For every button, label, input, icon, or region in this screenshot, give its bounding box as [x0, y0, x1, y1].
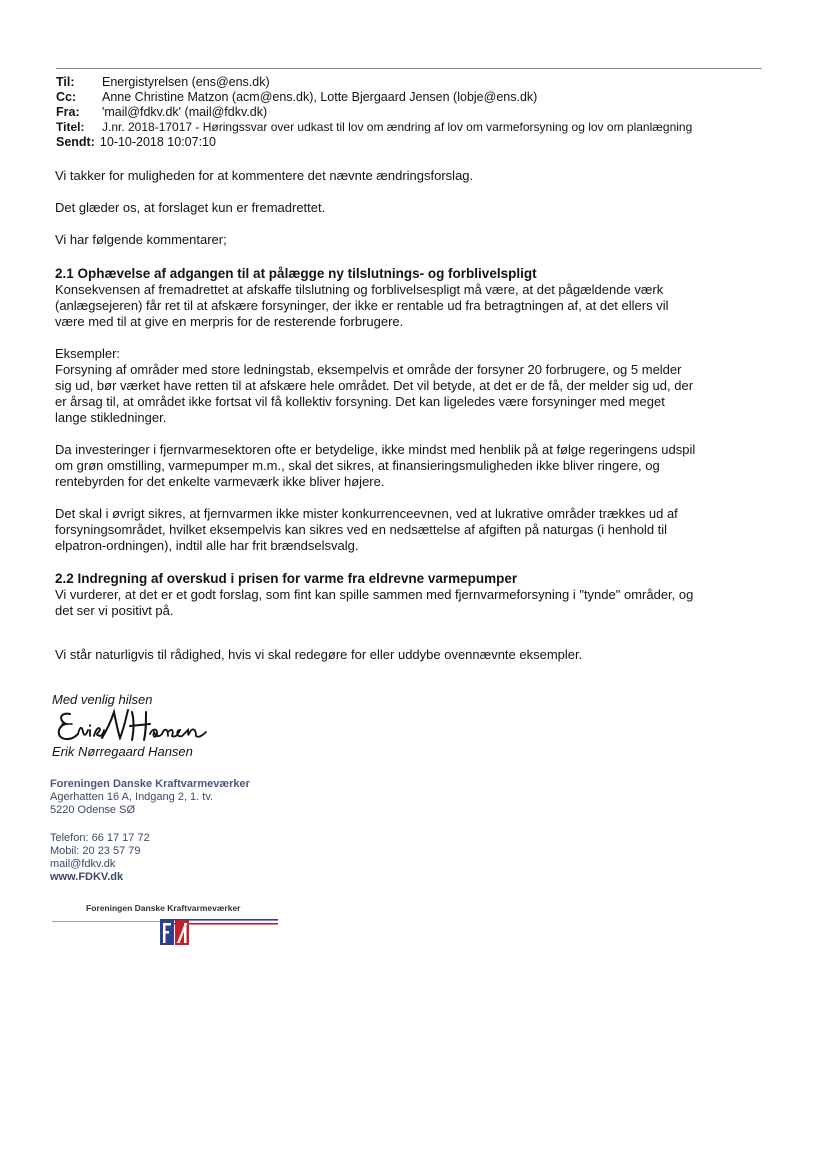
examples-line: er årsag til, at området ikke fortsat vil få kollektiv forsyning. Det kan ligeledes være forsyninger med meget: [55, 394, 665, 409]
titel-value: J.nr. 2018-17017 - Høringssvar over udkast til lov om ændring af lov om varmeforsyning og lov om planlægning: [102, 120, 693, 134]
top-divider: [56, 68, 762, 69]
til-label: Til:: [56, 75, 75, 89]
section-2-1-line: være med til at give en merpris for de resterende forbrugere.: [55, 314, 404, 329]
header-sendt: [56, 135, 692, 150]
examples-line: lange stikledninger.: [55, 410, 167, 425]
org-mobile: Mobil: 20 23 57 79: [50, 845, 141, 857]
cc-label: Cc:: [56, 90, 77, 104]
section-2-2-heading: 2.2 Indregning af overskud i prisen for varme fra eldrevne varmepumper: [55, 571, 518, 586]
cc-value: Anne Christine Matzon (acm@ens.dk), Lotte Bjergaard Jensen (lobje@ens.dk): [102, 90, 538, 104]
sendt-value: 10-10-2018 10:07:10: [99, 135, 216, 149]
comments-intro: Vi har følgende kommentarer;: [55, 232, 227, 247]
org-name: Foreningen Danske Kraftvarmeværker: [50, 778, 250, 790]
district-heating-line: forsyningsområdet, hvilket eksempelvis kan sikres ved en nedsættelse af afgiften på naturgas (i henhold til: [55, 522, 668, 537]
intro-paragraph: Vi takker for muligheden for at kommentere det nævnte ændringsforslag.: [55, 168, 474, 183]
titel-label: Titel:: [56, 120, 85, 134]
org-address-line: 5220 Odense SØ: [50, 804, 136, 816]
section-2-1-heading: 2.1 Ophævelse af adgangen til at pålægge ny tilslutnings- og forblivelspligt: [55, 266, 537, 281]
greeting: Med venlig hilsen: [52, 692, 153, 707]
district-heating-line: Det skal i øvrigt sikres, at fjernvarmen ikke mister konkurrenceevnen, ved at lukrative områder trækkes ud af: [55, 506, 678, 521]
district-heating-line: elpatron-ordningen), indtil alle har frit brændselsvalg.: [55, 538, 359, 553]
investment-line: Da investeringer i fjernvarmesektoren ofte er betydelige, ikke mindst med henblik på at følge regeringens udspil: [55, 442, 696, 457]
header-cc: [56, 90, 692, 105]
fra-value: 'mail@fdkv.dk' (mail@fdkv.dk): [102, 105, 268, 119]
section-2-1-line: (anlægsejeren) får ret til at afskære forsyninger, der ikke er rentable ud fra betragtningen af, at det ellers vil: [55, 298, 669, 313]
header-til: [56, 75, 692, 90]
org-address-line: Agerhatten 16 A, Indgang 2, 1. tv.: [50, 791, 214, 803]
logo-text: Foreningen Danske Kraftvarmeværker: [86, 903, 241, 913]
signature-block: [52, 692, 214, 760]
org-phone: Telefon: 66 17 17 72: [50, 832, 150, 844]
letter-body: [55, 168, 770, 663]
signer-name: Erik Nørregaard Hansen: [52, 744, 193, 759]
section-2-2-line: det ser vi positivt på.: [55, 603, 174, 618]
org-website-link[interactable]: www.FDKV.dk: [50, 871, 124, 883]
sendt-label: Sendt:: [56, 135, 95, 149]
header-titel: [56, 120, 692, 135]
forward-paragraph: Det glæder os, at forslaget kun er fremadrettet.: [55, 200, 326, 215]
header-fra: [56, 105, 692, 120]
section-2-2-line: Vi vurderer, at det er et godt forslag, som fint kan spille sammen med fjernvarmeforsyning i "tynde" områder, og: [55, 587, 694, 602]
handwritten-signature: [54, 708, 214, 744]
org-logo: [52, 903, 352, 949]
examples-label: Eksempler:: [55, 346, 121, 361]
organization-contact: [50, 778, 250, 884]
org-email-link[interactable]: mail@fdkv.dk: [50, 858, 116, 870]
investment-line: om grøn omstilling, varmepumper m.m., skal det sikres, at finansieringsmuligheden ikke bliver ringere, og: [55, 458, 660, 473]
logo-mark-icon: [52, 903, 352, 949]
examples-line: sig ud, bør værket have retten til at afskære hele området. Det vil betyde, at det er de få, der melder sig ud, der: [55, 378, 694, 393]
examples-line: Forsyning af områder med store ledningstab, eksempelvis et område der forsyner 20 forbrugere, og 5 melder: [55, 362, 682, 377]
fra-label: Fra:: [56, 105, 80, 119]
closing-paragraph: Vi står naturligvis til rådighed, hvis vi skal redegøre for eller uddybe ovennævnte eksempler.: [55, 647, 583, 662]
email-header: [56, 75, 692, 150]
til-value: Energistyrelsen (ens@ens.dk): [102, 75, 270, 89]
section-2-1-line: Konsekvensen af fremadrettet at afskaffe tilslutning og forblivelsespligt må være, at det pågældende værk: [55, 282, 664, 297]
investment-line: rentebyrden for det enkelte varmeværk ikke bliver højere.: [55, 474, 385, 489]
